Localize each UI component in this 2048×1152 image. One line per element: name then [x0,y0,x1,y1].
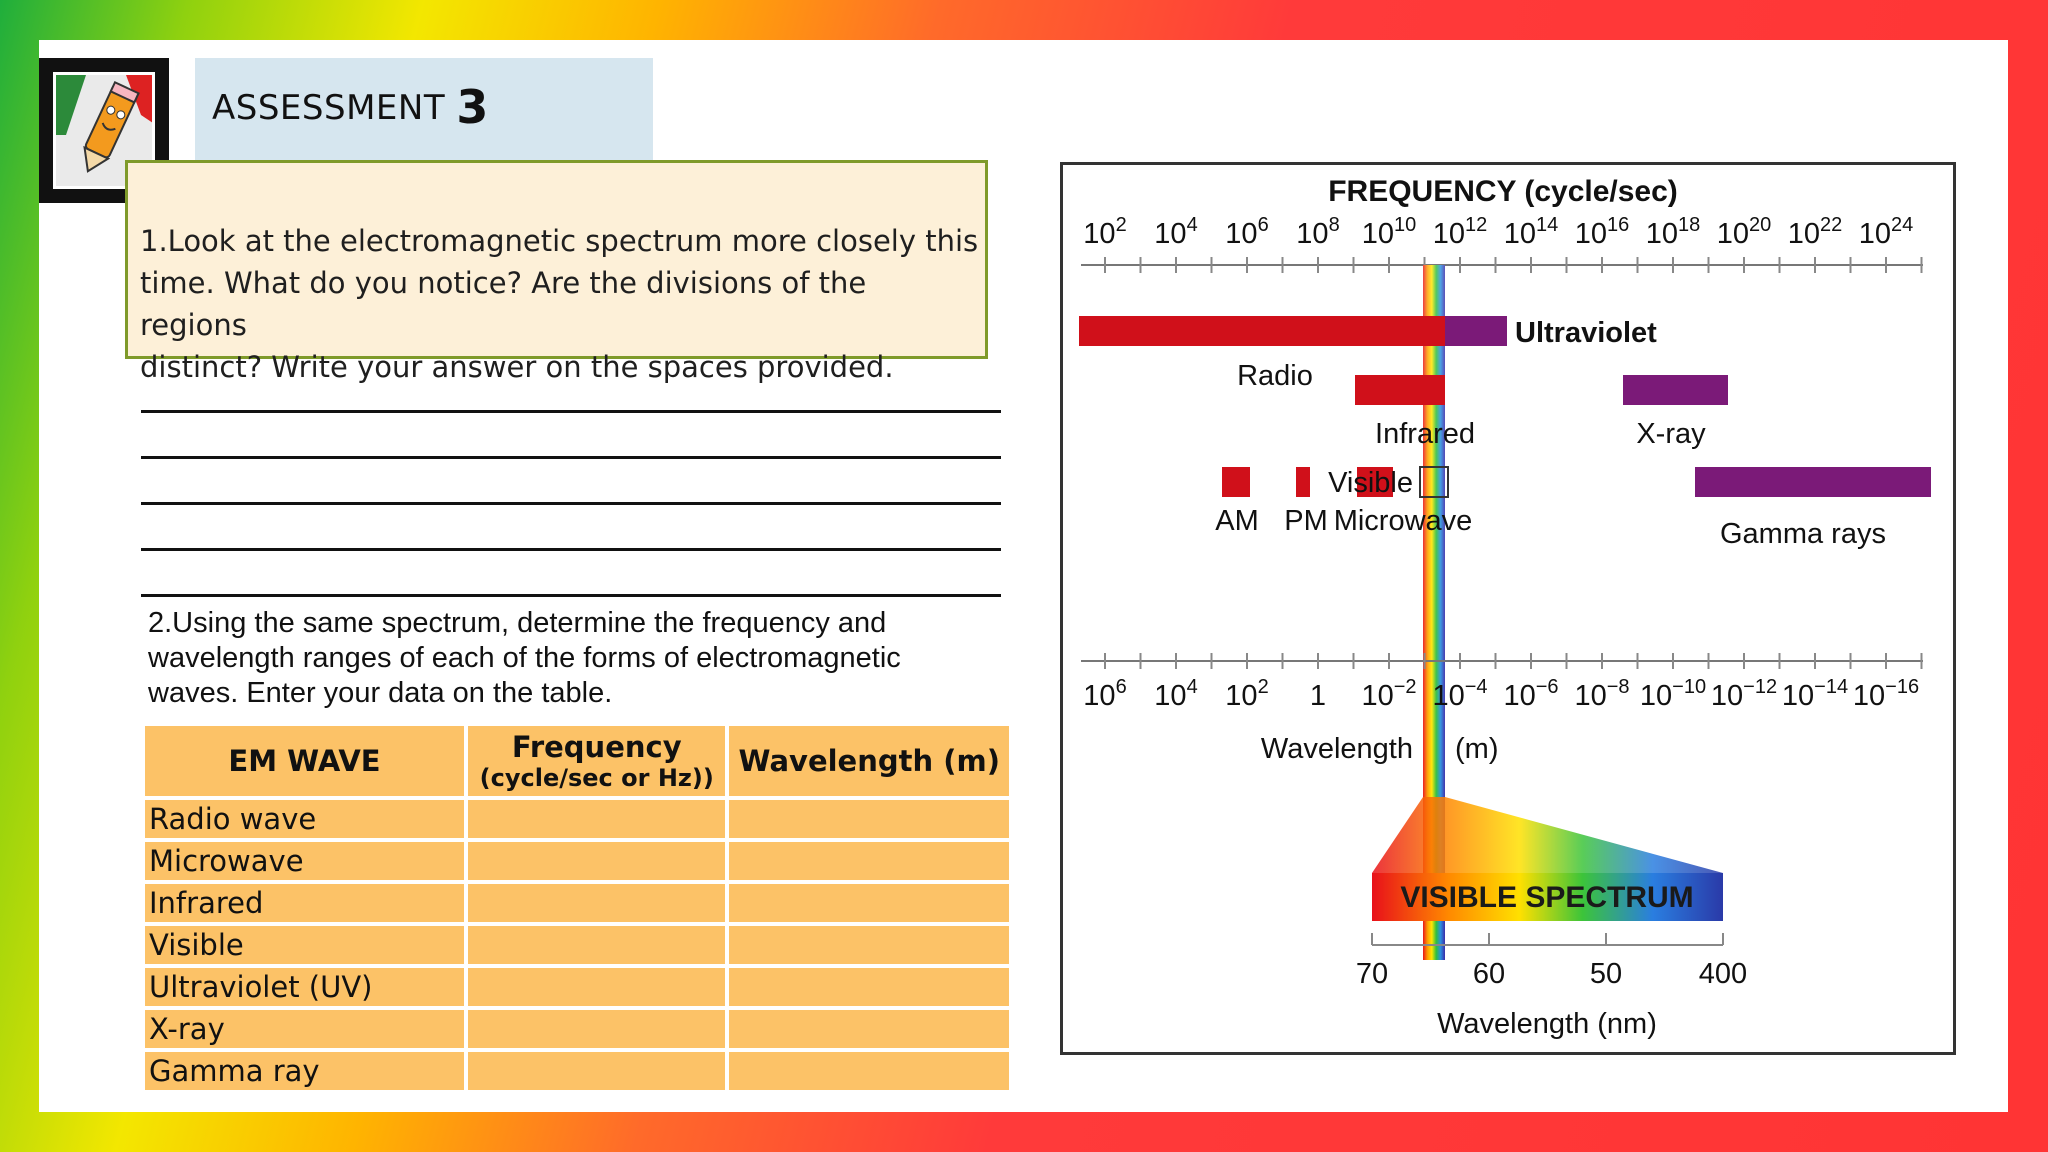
question2-text [148,606,998,711]
wavelength-tick-label: $10^{-2}$ [1361,676,1417,712]
wavelength-tick-label: $10^{-10}$ [1639,676,1707,712]
frequency-tick-label: $10^{14}$ [1503,214,1559,250]
radio-label: Radio [1237,360,1313,392]
callout-pointer-cover [170,158,310,168]
wavelength-tick-label: $10^{-14}$ [1781,676,1849,712]
infrared-band [1355,375,1445,405]
header-frequency [468,726,725,796]
gamma-band [1695,467,1931,497]
question1-line: time. What do you notice? Are the divisions of the regions [140,266,867,342]
header-wavelength: Wavelength (m) [729,726,1009,796]
table-row [145,842,1009,880]
wavelength-tick-label: $10^4$ [1154,676,1198,712]
frequency-tick-label: $10^{20}$ [1716,214,1772,250]
table-row [145,968,1009,1006]
ultraviolet-band [1445,316,1507,346]
frequency-cell[interactable] [468,926,725,964]
nm-tick-label: 50 [1589,958,1623,990]
question1-line: 1.Look at the electromagnetic spectrum more closely this [140,224,979,258]
pm-label: PM [1284,505,1328,537]
question2-line: waves. Enter your data on the table. [148,677,613,709]
question1-text [140,220,980,388]
am-label: AM [1215,505,1259,537]
row-wave-name: Radio wave [145,800,464,838]
wavelength-axis-title: Wavelength [1260,733,1413,765]
frequency-cell[interactable] [468,1010,725,1048]
microwave-label: Microwave [1333,505,1473,537]
frequency-cell[interactable] [468,884,725,922]
title-text: ASSESSMENT [212,88,446,128]
wavelength-axis-unit: (m) [1455,733,1499,765]
wavelength-tick-label: $10^{-16}$ [1852,676,1920,712]
frequency-tick-label: $10^{22}$ [1787,214,1843,250]
gamma-label: Gamma rays [1720,518,1886,550]
wavelength-cell[interactable] [729,968,1009,1006]
em-spectrum-diagram [1060,162,1956,1055]
frequency-cell[interactable] [468,1052,725,1090]
nm-axis-title: Wavelength (nm) [1437,1008,1657,1040]
header-frequency-label: Frequency [511,730,682,764]
wavelength-cell[interactable] [729,926,1009,964]
answer-line[interactable] [141,456,1001,459]
visible-label: Visible [1328,467,1413,499]
wavelength-tick-label: $10^{-8}$ [1574,676,1630,712]
row-wave-name: Gamma ray [145,1052,464,1090]
nm-tick-labels [1356,933,1747,990]
xray-band [1623,375,1728,405]
wavelength-tick-labels [1083,676,1919,712]
wavelength-tick-label: $10^6$ [1083,676,1127,712]
infrared-label: Infrared [1375,418,1475,450]
row-wave-name: Ultraviolet (UV) [145,968,464,1006]
frequency-tick-label: $10^{18}$ [1645,214,1701,250]
ultraviolet-label: Ultraviolet [1515,317,1657,349]
question2-line: 2.Using the same spectrum, determine the frequency and [148,607,887,639]
visible-spectrum-label: VISIBLE SPECTRUM [1400,881,1694,914]
frequency-tick-label: $10^2$ [1083,214,1127,250]
frequency-tick-label: $10^{10}$ [1361,214,1417,250]
frequency-tick-label: $10^{12}$ [1432,214,1488,250]
wavelength-cell[interactable] [729,1052,1009,1090]
wavelength-cell[interactable] [729,842,1009,880]
row-wave-name: Visible [145,926,464,964]
frequency-axis-title: FREQUENCY (cycle/sec) [1328,175,1678,208]
table-row [145,1010,1009,1048]
table-row [145,884,1009,922]
row-wave-name: X-ray [145,1010,464,1048]
wavelength-tick-label: $10^{-4}$ [1432,676,1488,712]
table-header-row [145,726,1009,796]
frequency-tick-label: $10^{16}$ [1574,214,1630,250]
nm-tick-label: 70 [1355,958,1389,990]
pm-band [1296,467,1310,497]
question2-line: wavelength ranges of each of the forms of electromagnetic [148,642,901,674]
wavelength-tick-label: $10^{-6}$ [1503,676,1559,712]
frequency-tick-label: $10^{24}$ [1858,214,1914,250]
header-em-wave: EM WAVE [145,726,464,796]
answer-line[interactable] [141,594,1001,597]
wavelength-tick-label: $10^{-12}$ [1710,676,1778,712]
row-wave-name: Microwave [145,842,464,880]
header-frequency-unit: (cycle/sec or Hz)) [479,764,714,792]
answer-line[interactable] [141,502,1001,505]
frequency-tick-label: $10^8$ [1296,214,1340,250]
wavelength-cell[interactable] [729,1010,1009,1048]
am-band [1222,467,1250,497]
nm-tick-label: 60 [1472,958,1506,990]
frequency-tick-label: $10^4$ [1154,214,1198,250]
frequency-cell[interactable] [468,842,725,880]
radio-band [1079,316,1465,346]
row-wave-name: Infrared [145,884,464,922]
frequency-tick-label: $10^6$ [1225,214,1269,250]
nm-tick-label: 400 [1698,958,1748,990]
answer-line[interactable] [141,410,1001,413]
wavelength-cell[interactable] [729,800,1009,838]
answer-line[interactable] [141,548,1001,551]
visible-spectrum-fan [1372,797,1723,873]
table-row [145,1052,1009,1090]
em-wave-table [141,722,1013,1094]
frequency-cell[interactable] [468,968,725,1006]
wavelength-tick-label: $10^2$ [1225,676,1269,712]
table-row [145,800,1009,838]
frequency-tick-labels [1083,214,1913,250]
table-row [145,926,1009,964]
frequency-cell[interactable] [468,800,725,838]
page-title [212,80,489,134]
wavelength-cell[interactable] [729,884,1009,922]
wavelength-tick-label: 1 [1309,680,1327,712]
xray-label: X-ray [1636,418,1706,450]
title-number: 3 [456,80,489,134]
question1-line: distinct? Write your answer on the spaces provided. [140,350,894,384]
